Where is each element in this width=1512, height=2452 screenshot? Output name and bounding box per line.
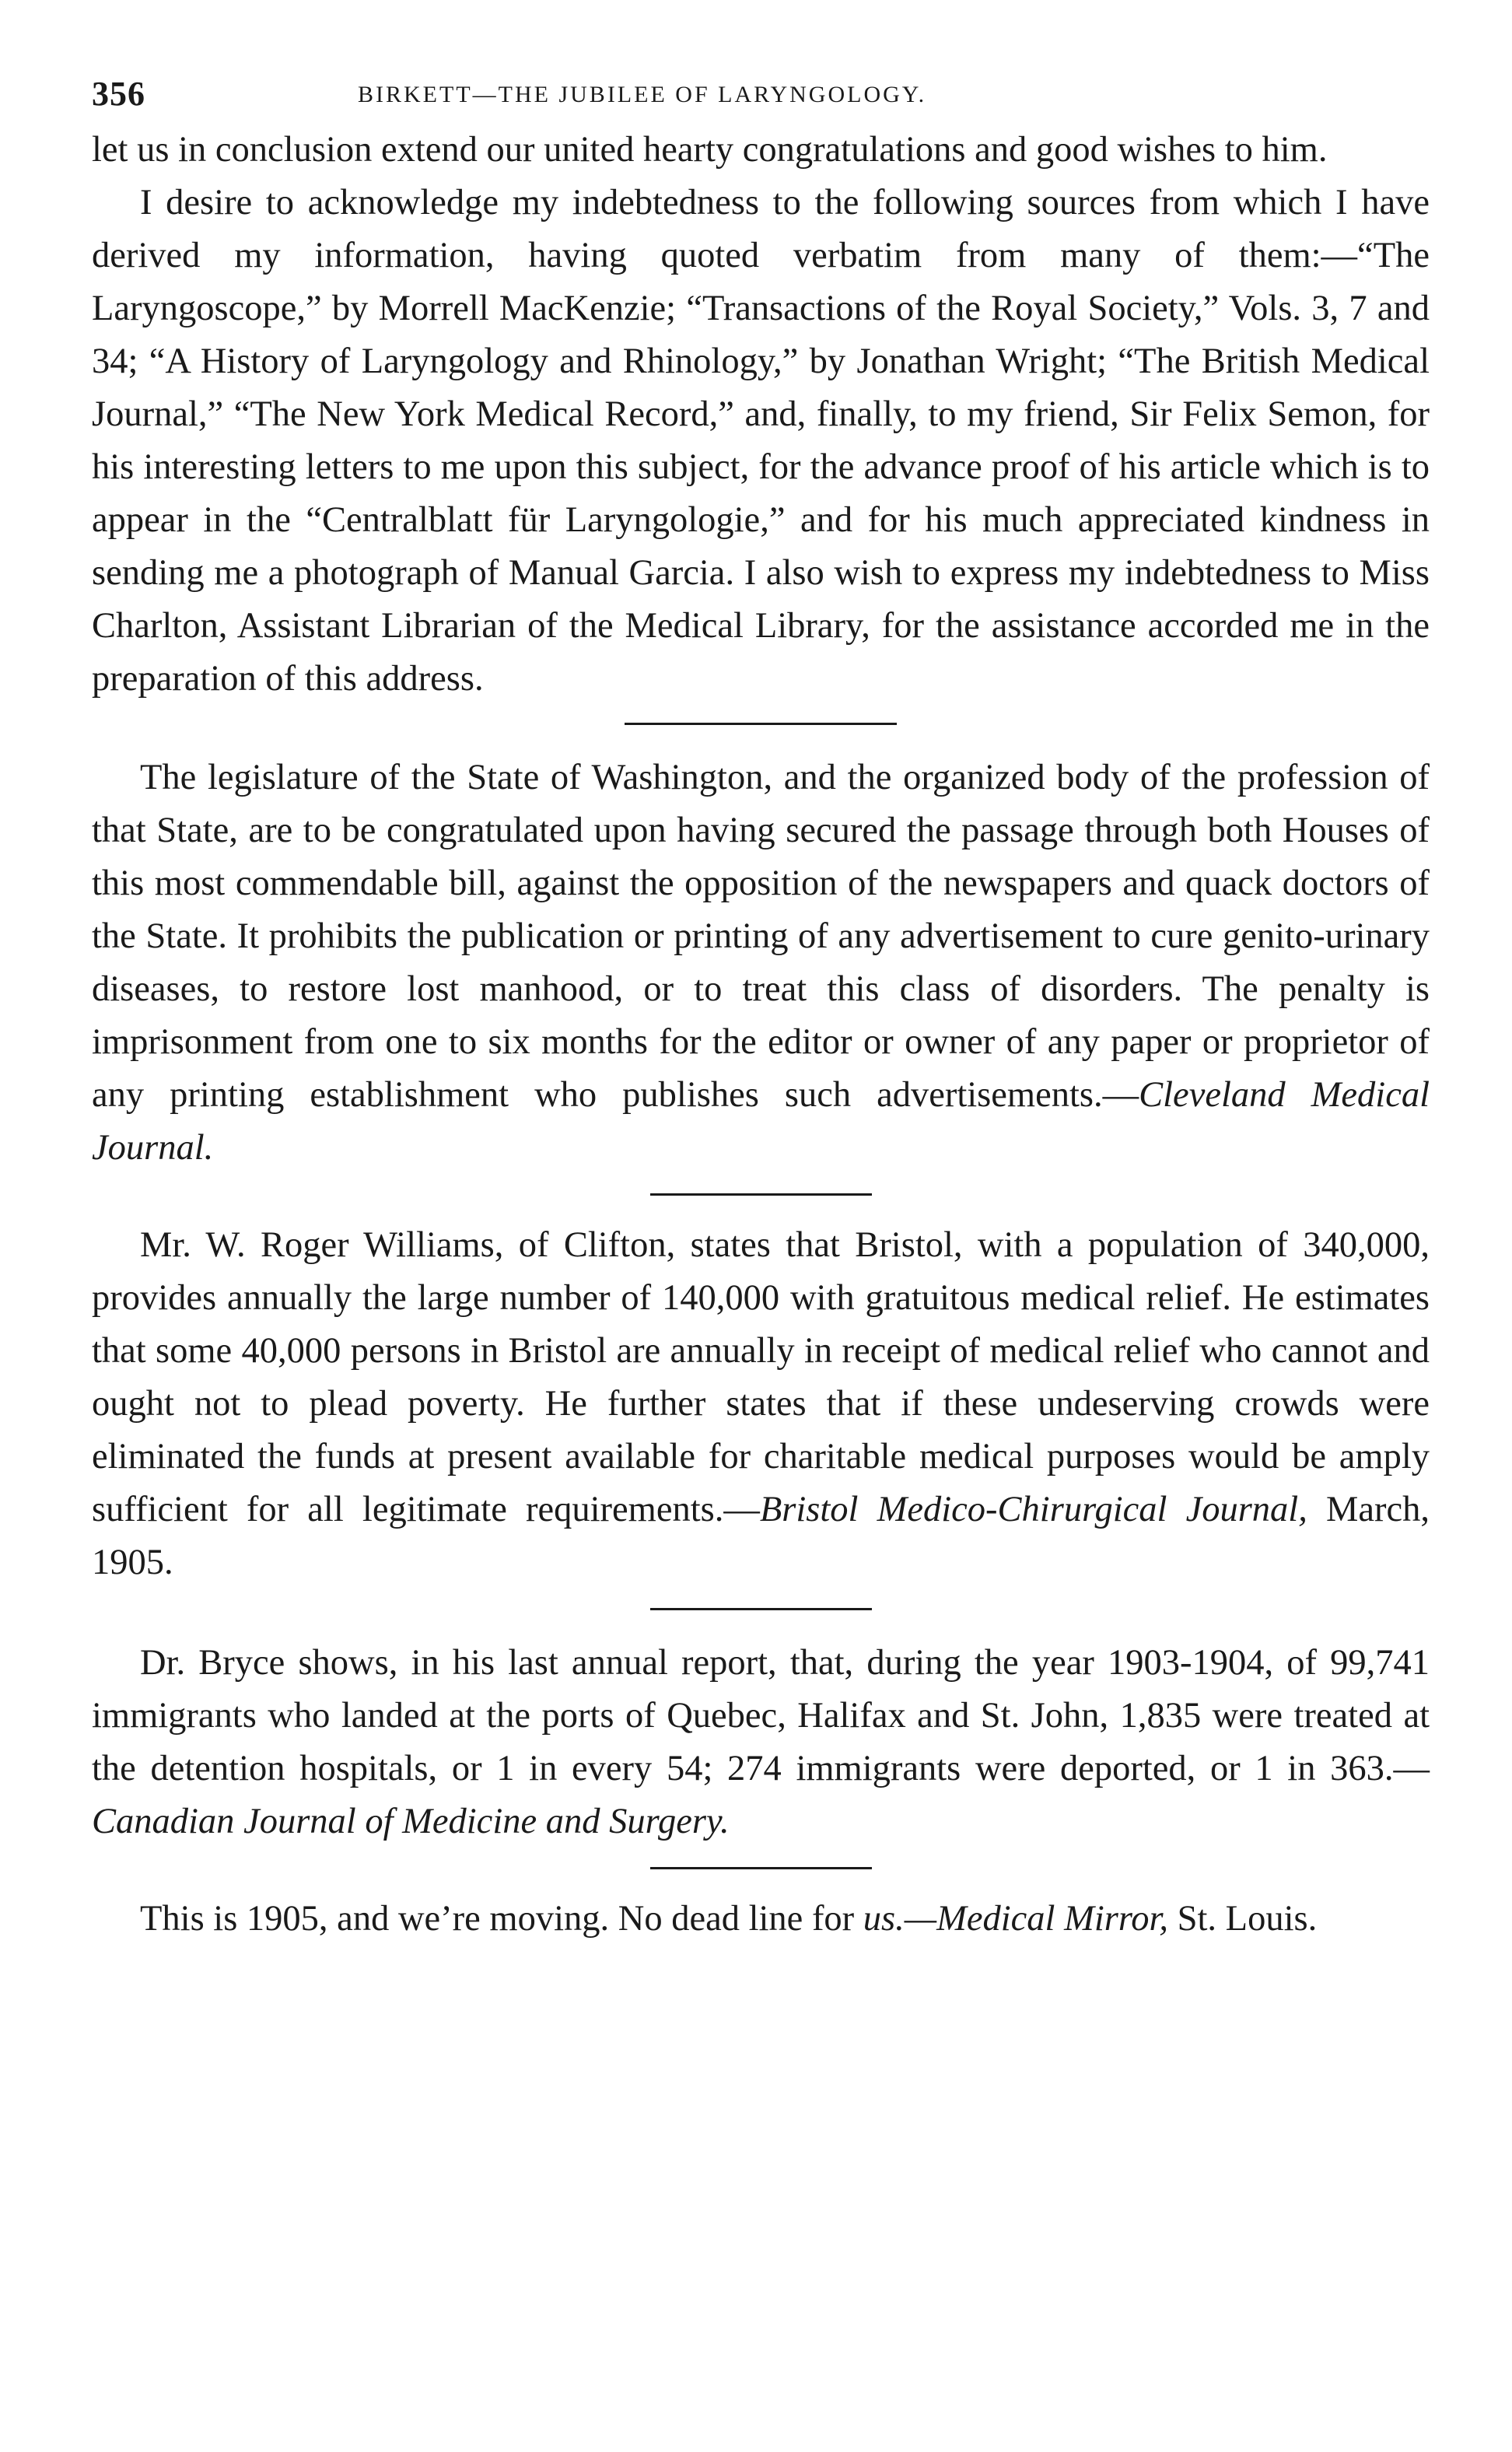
- page-number: 356: [92, 75, 145, 113]
- source-citation: us.—Medical Mirror,: [863, 1899, 1169, 1939]
- paragraph-bristol-relief: [92, 1219, 1430, 1589]
- source-citation: Canadian Journal of Medicine and Surgery.: [92, 1802, 730, 1841]
- page: [92, 74, 1430, 1946]
- source-location: St. Louis.: [1168, 1899, 1318, 1939]
- section-divider: [650, 1867, 872, 1869]
- article-body: [92, 124, 1430, 1946]
- source-citation: Cleveland Medical Journal.: [92, 1075, 1430, 1168]
- section-divider: [650, 1193, 872, 1196]
- paragraph-conclusion: let us in conclusion extend our united hearty congratulations and good wishes to him.: [92, 130, 1328, 170]
- paragraph-text: This is 1905, and we’re moving. No dead line for: [140, 1899, 863, 1939]
- section-divider: [650, 1608, 872, 1610]
- paragraph-moving: [92, 1893, 1430, 1946]
- paragraph-acknowledgements: I desire to acknowledge my indebtedness to the following sources from which I have derived my information, having quoted verbatim from many of them:—“The Laryngoscope,” by Morrell MacKenzie; “Transactions of the Royal Society,” Vols. 3, 7 and 34; “A History of Laryngology and Rhinology,” by Jonathan Wright; “The British Medical Journal,” “The New York Medical Record,” and, finally, to my friend, Sir Felix Semon, for his interesting letters to me upon this subject, for the advance proof of his article which is to appear in the “Centralblatt für Laryngologie,” and for his much appreciated kindness in sending me a photograph of Manual Garcia. I also wish to express my indebtedness to Miss Charlton, Assistant Librarian of the Medical Library, for the assistance accorded me in the preparation of this address.: [92, 183, 1430, 699]
- section-divider: [625, 723, 897, 725]
- running-head: BIRKETT—THE JUBILEE OF LARYNGOLOGY.: [358, 82, 927, 107]
- paragraph-text: The legislature of the State of Washington, and the organized body of the profession of that State, are to be congratulated upon having secured the passage through both Houses of this most commendable bill, against the opposition of the newspapers and quack doctors of the State. It prohibits the publication or printing of any advertisement to cure genito-urinary diseases, to restore lost manhood, or to treat this class of disorders. The penalty is imprisonment from one to six months for the editor or owner of any paper or proprietor of any printing establishment who publishes such advertisements.—: [92, 758, 1430, 1115]
- source-citation: Bristol Medico-Chirurgical Journal,: [759, 1490, 1307, 1529]
- source-date: March, 1905.: [92, 1490, 1430, 1582]
- paragraph-text: Dr. Bryce shows, in his last annual report, that, during the year 1903-1904, of 99,741 immigrants who landed at the ports of Quebec, Halifax and St. John, 1,835 were treated at the detention hospitals, or 1 in every 54; 274 immigrants were deported, or 1 in 363.—: [92, 1643, 1430, 1788]
- page-header: [92, 74, 1430, 124]
- paragraph-immigrants: [92, 1637, 1430, 1848]
- paragraph-washington-bill: [92, 751, 1430, 1175]
- paragraph-text: Mr. W. Roger Williams, of Clifton, states that Bristol, with a population of 340,000, provides annually the large number of 140,000 with gratuitous medical relief. He estimates that some 40,000 persons in Bristol are annually in receipt of medical relief who cannot and ought not to plead poverty. He further states that if these undeserving crowds were eliminated the funds at present available for charitable medical purposes would be amply sufficient for all legitimate requirements.—: [92, 1225, 1430, 1529]
